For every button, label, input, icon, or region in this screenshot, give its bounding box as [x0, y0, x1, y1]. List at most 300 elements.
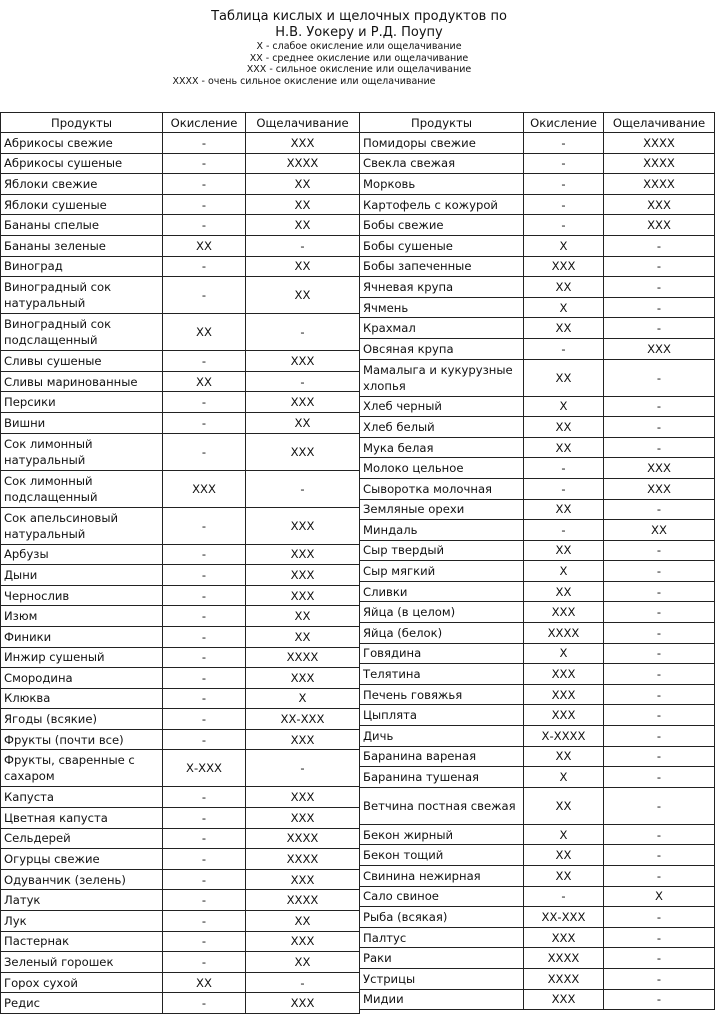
alkalization-cell: - — [604, 927, 715, 948]
table-row — [1, 133, 360, 154]
oxidation-cell: - — [524, 458, 604, 479]
product-cell: Бананы спелые — [1, 215, 163, 236]
oxidation-cell: - — [524, 886, 604, 907]
alkalization-cell: - — [246, 371, 360, 392]
product-cell: Лук — [1, 911, 163, 932]
product-cell: Бекон тощий — [360, 845, 524, 866]
oxidation-cell: - — [163, 729, 246, 750]
oxidation-cell: - — [163, 392, 246, 413]
table-row — [360, 277, 715, 298]
product-cell: Овсяная крупа — [360, 338, 524, 359]
table-row — [1, 849, 360, 870]
alkalization-cell: ХХХ — [604, 338, 715, 359]
table-row — [360, 478, 715, 499]
oxidation-cell: - — [524, 153, 604, 174]
product-cell: Мидии — [360, 989, 524, 1010]
alkalization-cell: - — [246, 972, 360, 993]
oxidation-cell: - — [163, 993, 246, 1014]
column-header-products: Продукты — [360, 113, 524, 133]
table-row — [360, 359, 715, 396]
alkalization-cell: ХХХ — [246, 351, 360, 372]
oxidation-cell: ХХ — [524, 499, 604, 520]
table-row — [360, 396, 715, 417]
oxidation-cell: ХХ — [163, 235, 246, 256]
alkalization-cell: ХХ — [246, 215, 360, 236]
alkalization-cell: - — [604, 787, 715, 824]
oxidation-cell: - — [163, 565, 246, 586]
table-header-row — [360, 113, 715, 133]
product-cell: Инжир сушеный — [1, 647, 163, 668]
product-cell: Земляные орехи — [360, 499, 524, 520]
alkalization-cell: - — [246, 750, 360, 787]
oxidation-cell: ХХ — [524, 437, 604, 458]
oxidation-cell: - — [163, 174, 246, 195]
oxidation-cell: - — [163, 544, 246, 565]
product-cell: Свинина нежирная — [360, 866, 524, 887]
table-row — [1, 174, 360, 195]
oxidation-cell: ХХ — [524, 581, 604, 602]
table-row — [1, 277, 360, 314]
oxidation-cell: - — [163, 647, 246, 668]
table-row — [360, 787, 715, 824]
oxidation-cell: Х-ХХХ — [163, 750, 246, 787]
oxidation-cell: - — [524, 215, 604, 236]
oxidation-cell: ХХ — [524, 866, 604, 887]
product-cell: Виноградный сок натуральный — [1, 277, 163, 314]
table-row — [360, 705, 715, 726]
product-cell: Бобы свежие — [360, 215, 524, 236]
oxidation-cell: - — [163, 668, 246, 689]
table-row — [1, 565, 360, 586]
oxidation-cell: - — [524, 338, 604, 359]
oxidation-cell: - — [163, 808, 246, 829]
table-row — [1, 351, 360, 372]
oxidation-cell: ХХХ — [524, 684, 604, 705]
product-cell: Помидоры свежие — [360, 133, 524, 154]
alkalization-cell: ХХХ — [246, 133, 360, 154]
oxidation-cell: ХХ — [163, 371, 246, 392]
product-cell: Рыба (всякая) — [360, 907, 524, 928]
table-row — [360, 235, 715, 256]
product-cell: Сливы сушеные — [1, 351, 163, 372]
table-row — [1, 750, 360, 787]
oxidation-cell: ХХ — [524, 417, 604, 438]
product-cell: Виноград — [1, 256, 163, 277]
table-row — [1, 585, 360, 606]
table-row — [360, 643, 715, 664]
alkalization-cell: - — [604, 907, 715, 928]
table-row — [360, 927, 715, 948]
oxidation-cell: Х — [524, 767, 604, 788]
product-cell: Пастернак — [1, 931, 163, 952]
alkalization-cell: ХХХХ — [246, 849, 360, 870]
alkalization-cell: ХХ — [246, 256, 360, 277]
oxidation-cell: - — [163, 153, 246, 174]
alkalization-cell: - — [604, 767, 715, 788]
alkalization-cell: ХХ — [246, 194, 360, 215]
product-cell: Персики — [1, 392, 163, 413]
product-cell: Ячмень — [360, 297, 524, 318]
legend-line: ХХХ - сильное окисление или ощелачивание — [246, 64, 472, 75]
alkalization-cell: - — [246, 470, 360, 507]
oxidation-cell: - — [163, 626, 246, 647]
product-cell: Клюква — [1, 688, 163, 709]
column-header-oxidation: Окисление — [524, 113, 604, 133]
oxidation-cell: - — [524, 174, 604, 195]
table-row — [360, 623, 715, 644]
oxidation-cell: ХХ — [524, 845, 604, 866]
oxidation-cell: ХХХ — [524, 705, 604, 726]
oxidation-cell: ХХ-ХХХ — [524, 907, 604, 928]
oxidation-cell: ХХ — [524, 540, 604, 561]
product-cell: Мамалыга и кукурузные хлопья — [360, 359, 524, 396]
alkalization-cell: - — [604, 235, 715, 256]
legend-line: Х - слабое окисление или ощелачивание — [256, 41, 462, 52]
product-cell: Финики — [1, 626, 163, 647]
oxidation-cell: - — [524, 133, 604, 154]
oxidation-cell: - — [163, 849, 246, 870]
product-cell: Телятина — [360, 664, 524, 685]
oxidation-cell: Х — [524, 643, 604, 664]
alkalization-cell: ХХ — [246, 952, 360, 973]
alkalization-cell: ХХХ — [604, 194, 715, 215]
product-cell: Сок лимонный натуральный — [1, 433, 163, 470]
table-row — [1, 787, 360, 808]
table-row — [1, 808, 360, 829]
alkalization-cell: ХХХХ — [246, 153, 360, 174]
alkalization-cell: - — [604, 643, 715, 664]
table-row — [1, 433, 360, 470]
table-row — [360, 256, 715, 277]
table-row — [1, 931, 360, 952]
alkalization-cell: ХХ — [246, 174, 360, 195]
table-row — [360, 886, 715, 907]
table-row — [360, 907, 715, 928]
alkalization-cell: - — [604, 726, 715, 747]
title-line-1: Таблица кислых и щелочных продуктов по — [211, 9, 507, 24]
product-cell: Ячневая крупа — [360, 277, 524, 298]
table-row — [360, 767, 715, 788]
oxidation-cell: ХХХ — [524, 989, 604, 1010]
product-cell: Цыплята — [360, 705, 524, 726]
product-cell: Баранина вареная — [360, 746, 524, 767]
alkalization-cell: ХХ — [246, 626, 360, 647]
alkalization-cell: ХХ-ХХХ — [246, 709, 360, 730]
table-row — [360, 561, 715, 582]
table-row — [1, 544, 360, 565]
alkalization-cell: - — [604, 277, 715, 298]
table-row — [360, 153, 715, 174]
oxidation-cell: - — [163, 606, 246, 627]
alkalization-cell: - — [604, 866, 715, 887]
oxidation-cell: Х-ХХХХ — [524, 726, 604, 747]
product-cell: Смородина — [1, 668, 163, 689]
table-row — [1, 626, 360, 647]
product-cell: Ветчина постная свежая — [360, 787, 524, 824]
alkalization-cell: - — [604, 297, 715, 318]
alkalization-cell: - — [604, 684, 715, 705]
oxidation-cell: Х — [524, 235, 604, 256]
oxidation-cell: - — [163, 911, 246, 932]
product-cell: Морковь — [360, 174, 524, 195]
table-row — [360, 174, 715, 195]
oxidation-cell: ХХ — [524, 787, 604, 824]
oxidation-cell: ХХХХ — [524, 623, 604, 644]
oxidation-cell: ХХХХ — [524, 968, 604, 989]
alkalization-cell: - — [604, 256, 715, 277]
product-cell: Арбузы — [1, 544, 163, 565]
table-row — [360, 845, 715, 866]
alkalization-cell: - — [246, 235, 360, 256]
product-cell: Бананы зеленые — [1, 235, 163, 256]
oxidation-cell: ХХ — [524, 318, 604, 339]
table-row — [1, 392, 360, 413]
oxidation-cell: - — [163, 828, 246, 849]
product-cell: Сало свиное — [360, 886, 524, 907]
oxidation-cell: - — [163, 890, 246, 911]
table-row — [360, 866, 715, 887]
product-cell: Раки — [360, 948, 524, 969]
oxidation-cell: - — [163, 277, 246, 314]
product-cell: Чернослив — [1, 585, 163, 606]
alkalization-cell: ХХХХ — [604, 133, 715, 154]
alkalization-cell: ХХ — [246, 911, 360, 932]
table-row — [360, 540, 715, 561]
product-cell: Сельдерей — [1, 828, 163, 849]
product-cell: Абрикосы сушеные — [1, 153, 163, 174]
table-row — [360, 968, 715, 989]
column-header-oxidation: Окисление — [163, 113, 246, 133]
table-row — [1, 314, 360, 351]
oxidation-cell: - — [163, 194, 246, 215]
product-cell: Устрицы — [360, 968, 524, 989]
column-header-alkalization: Ощелачивание — [604, 113, 715, 133]
oxidation-cell: - — [163, 351, 246, 372]
document-header — [0, 9, 718, 87]
alkalization-cell: ХХХ — [246, 808, 360, 829]
table-row — [1, 371, 360, 392]
oxidation-cell: Х — [524, 824, 604, 845]
oxidation-cell: ХХ — [163, 972, 246, 993]
alkalization-cell: - — [604, 437, 715, 458]
table-row — [1, 869, 360, 890]
alkalization-cell: ХХ — [246, 277, 360, 314]
alkalization-cell: ХХХ — [246, 544, 360, 565]
product-cell: Цветная капуста — [1, 808, 163, 829]
oxidation-cell: - — [163, 585, 246, 606]
alkalization-cell: ХХХ — [246, 729, 360, 750]
product-cell: Молоко цельное — [360, 458, 524, 479]
alkalization-cell: - — [604, 561, 715, 582]
table-row — [360, 581, 715, 602]
alkalization-cell: - — [604, 396, 715, 417]
oxidation-cell: - — [163, 709, 246, 730]
table-row — [1, 507, 360, 544]
alkalization-cell: - — [604, 989, 715, 1010]
table-row — [1, 215, 360, 236]
oxidation-cell: ХХХ — [524, 256, 604, 277]
alkalization-cell: ХХХ — [246, 585, 360, 606]
oxidation-cell: ХХ — [163, 314, 246, 351]
table-row — [1, 688, 360, 709]
alkalization-cell: ХХ — [246, 412, 360, 433]
oxidation-cell: - — [163, 688, 246, 709]
product-cell: Миндаль — [360, 520, 524, 541]
table-row — [360, 664, 715, 685]
alkalization-cell: - — [604, 540, 715, 561]
alkalization-cell: ХХХ — [604, 458, 715, 479]
oxidation-cell: - — [524, 194, 604, 215]
table-row — [360, 215, 715, 236]
table-row — [360, 520, 715, 541]
alkalization-cell: ХХХХ — [604, 174, 715, 195]
product-cell: Яйца (в целом) — [360, 602, 524, 623]
alkalization-cell: ХХХ — [246, 993, 360, 1014]
product-cell: Свекла свежая — [360, 153, 524, 174]
alkalization-cell: ХХХХ — [246, 647, 360, 668]
alkalization-cell: - — [604, 824, 715, 845]
alkalization-cell: ХХХ — [246, 433, 360, 470]
product-cell: Зеленый горошек — [1, 952, 163, 973]
table-row — [1, 993, 360, 1014]
product-cell: Сливы маринованные — [1, 371, 163, 392]
table-row — [360, 417, 715, 438]
oxidation-cell: - — [163, 931, 246, 952]
oxidation-cell: - — [163, 133, 246, 154]
table-header-row — [1, 113, 360, 133]
product-cell: Бекон жирный — [360, 824, 524, 845]
product-cell: Вишни — [1, 412, 163, 433]
product-cell: Изюм — [1, 606, 163, 627]
alkalization-cell: ХХ — [246, 606, 360, 627]
alkalization-cell: - — [604, 417, 715, 438]
table-row — [360, 726, 715, 747]
oxidation-cell: - — [163, 256, 246, 277]
product-cell: Яблоки свежие — [1, 174, 163, 195]
alkalization-cell: - — [604, 623, 715, 644]
product-cell: Сыворотка молочная — [360, 478, 524, 499]
product-cell: Хлеб черный — [360, 396, 524, 417]
alkalization-cell: - — [604, 705, 715, 726]
product-cell: Абрикосы свежие — [1, 133, 163, 154]
oxidation-cell: ХХ — [524, 746, 604, 767]
table-row — [1, 235, 360, 256]
table-row — [360, 746, 715, 767]
product-cell: Картофель с кожурой — [360, 194, 524, 215]
table-row — [360, 133, 715, 154]
table-row — [360, 297, 715, 318]
product-cell: Дыни — [1, 565, 163, 586]
alkalization-cell: ХХХХ — [246, 828, 360, 849]
product-cell: Сок лимонный подслащенный — [1, 470, 163, 507]
table-row — [360, 989, 715, 1010]
alkalization-cell: ХХХ — [246, 392, 360, 413]
alkalization-cell: ХХХХ — [604, 153, 715, 174]
table-row — [1, 952, 360, 973]
alkalization-cell: ХХХ — [246, 565, 360, 586]
oxidation-cell: Х — [524, 561, 604, 582]
table-row — [360, 684, 715, 705]
product-cell: Латук — [1, 890, 163, 911]
alkalization-cell: - — [604, 948, 715, 969]
oxidation-cell: ХХ — [524, 277, 604, 298]
oxidation-cell: ХХХ — [524, 664, 604, 685]
product-cell: Сыр твердый — [360, 540, 524, 561]
table-row — [1, 668, 360, 689]
oxidation-cell: ХХ — [524, 359, 604, 396]
alkalization-cell: - — [246, 314, 360, 351]
product-cell: Редис — [1, 993, 163, 1014]
title-line-2: Н.В. Уокеру и Р.Д. Поупу — [275, 25, 443, 40]
product-cell: Баранина тушеная — [360, 767, 524, 788]
alkalization-cell: - — [604, 359, 715, 396]
alkalization-cell: ХХХ — [246, 869, 360, 890]
oxidation-cell: ХХХХ — [524, 948, 604, 969]
table-row — [1, 194, 360, 215]
table-row — [360, 194, 715, 215]
product-cell: Сок апельсиновый натуральный — [1, 507, 163, 544]
oxidation-cell: - — [163, 507, 246, 544]
table-row — [360, 948, 715, 969]
oxidation-cell: Х — [524, 297, 604, 318]
product-cell: Дичь — [360, 726, 524, 747]
table-row — [1, 911, 360, 932]
alkalization-cell: ХХ — [604, 520, 715, 541]
table-row — [360, 318, 715, 339]
oxidation-cell: - — [163, 869, 246, 890]
table-row — [1, 470, 360, 507]
alkalization-cell: - — [604, 845, 715, 866]
table-row — [360, 437, 715, 458]
alkalization-cell: ХХХ — [604, 215, 715, 236]
product-cell: Фрукты, сваренные с сахаром — [1, 750, 163, 787]
product-cell: Сливки — [360, 581, 524, 602]
column-header-alkalization: Ощелачивание — [246, 113, 360, 133]
oxidation-cell: - — [163, 952, 246, 973]
table-row — [1, 647, 360, 668]
oxidation-cell: - — [163, 215, 246, 236]
alkalization-cell: - — [604, 664, 715, 685]
alkalization-cell: Х — [604, 886, 715, 907]
product-cell: Хлеб белый — [360, 417, 524, 438]
table-row — [1, 972, 360, 993]
table-row — [360, 824, 715, 845]
product-cell: Яблоки сушеные — [1, 194, 163, 215]
product-cell: Виноградный сок подслащенный — [1, 314, 163, 351]
table-row — [1, 828, 360, 849]
oxidation-cell: - — [163, 433, 246, 470]
product-cell: Мука белая — [360, 437, 524, 458]
product-cell: Горох сухой — [1, 972, 163, 993]
products-table-right — [359, 112, 715, 1010]
oxidation-cell: ХХХ — [524, 602, 604, 623]
table-row — [1, 709, 360, 730]
product-cell: Палтус — [360, 927, 524, 948]
oxidation-cell: - — [163, 787, 246, 808]
alkalization-cell: - — [604, 746, 715, 767]
table-row — [360, 338, 715, 359]
alkalization-cell: - — [604, 318, 715, 339]
alkalization-cell: - — [604, 581, 715, 602]
alkalization-cell: ХХХ — [246, 507, 360, 544]
alkalization-cell: Х — [246, 688, 360, 709]
legend-line: ХХХХ - очень сильное окисление или ощелачивание — [172, 75, 436, 87]
alkalization-cell: - — [604, 499, 715, 520]
oxidation-cell: - — [163, 412, 246, 433]
product-cell: Бобы запеченные — [360, 256, 524, 277]
table-row — [1, 729, 360, 750]
alkalization-cell: - — [604, 602, 715, 623]
